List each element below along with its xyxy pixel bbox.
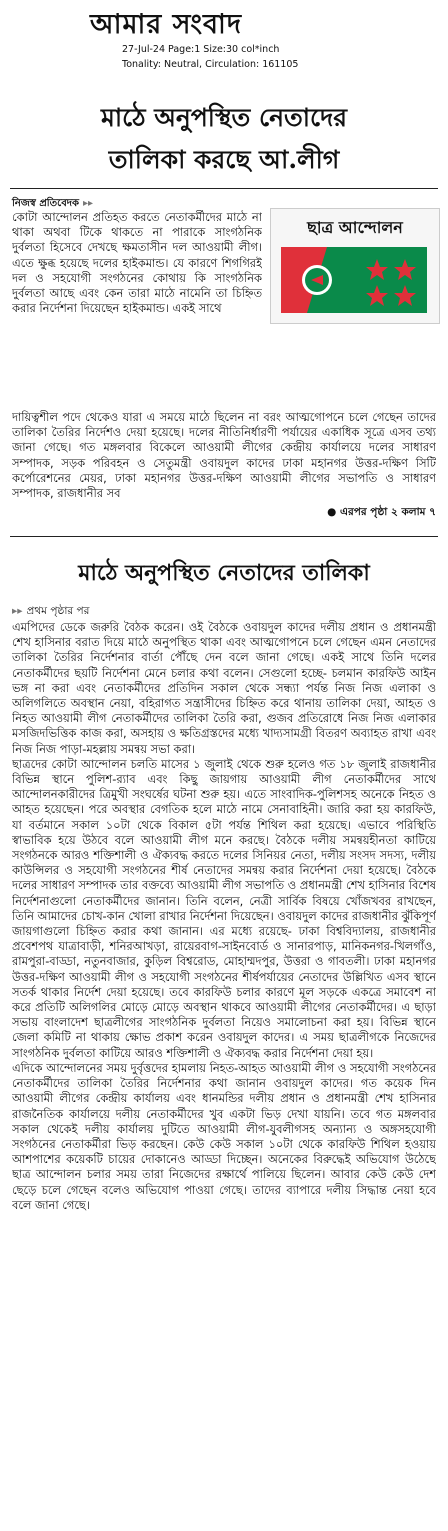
continued-label: প্রথম পৃষ্ঠার পর (26, 605, 90, 617)
body-paragraph: এদিকে আন্দোলনের সময় দুর্বৃত্তদের হামলায় নিহত-আহত আওয়ামী লীগ ও সহযোগী সংগঠনের নেতাকর্মীদের তালিকা তৈরির নির্দেশনার কথা জানান ওবায়দুল কাদের। গত কয়েক দিন আওয়ামী লীগের কেন্দ্রীয় কার্যালয় এবং ধানমন্ডির দলীয় প্রধান ও প্রধানমন্ত্রী শেখ হাসিনার রাজনৈতিক কার্যালয়ে দলীয় নেতাকর্মীদের খুব একটা ভিড় দেখা যায়নি। তবে গত মঙ্গলবার সকাল থেকেই দলীয় কার্যালয় দুটিতে আওয়ামী লীগ-যুবলীগসহ অন্যান্য ও অঙ্গসহযোগী সংগঠনের নেতাকর্মীরা ভিড় করছেন। কেউ কেউ সকাল ১০টা থেকে কারফিউ শিথিল হওয়ায় আশপাশের কয়েকটি চায়ের দোকানেও আড্ডা দিচ্ছেন। অনেকের বিরুদ্ধেই অভিযোগ উঠেছে ছাত্র আন্দোলন চলার সময় তারা নিজেদের রক্ষার্থে পালিয়ে ছিলেন। আবার কেউ কেউ দেশ ছেড়ে চলে গেছেন বলেও অভিযোগ পাওয়া গেছে। তাদের ব্যাপারে দলীয় সিদ্ধান্ত নেয়া হবে বলে জানা গেছে। (12, 1060, 436, 1212)
continued-from (12, 604, 89, 621)
newspaper-logo: আমার সংবাদ (90, 9, 243, 40)
sidebar-box (270, 208, 440, 324)
continuation-body (12, 620, 436, 1525)
continued-arrow-icon: ▸▸ (12, 605, 23, 617)
headline-divider (10, 188, 438, 189)
lead-paragraph-continued: দায়িত্বশীল পদে থেকেও যারা এ সময়ে মাঠে ছিলেন না বরং আত্মগোপনে চলে গেছেন তাদের তালিকা তৈরির নির্দেশও দেয়া হয়েছে। দলের নীতিনির্ধারণী পর্যায়ের একাধিক সূত্রে এসব তথ্য জানা গেছে। গত মঙ্গলবার বিকেলে আওয়ামী লীগের কেন্দ্রীয় কার্যালয়ে দলের সাধারণ সম্পাদক, সড়ক পরিবহন ও সেতুমন্ত্রী ওবায়দুল কাদের ঢাকা মহানগর উত্তর-দক্ষিণ সিটি কর্পোরেশনের মেয়র, ঢাকা মহানগর উত্তর-দক্ষিণ আওয়ামী লীগের সভাপতি ও সাধারণ সম্পাদক, রাজধানীর সব (12, 410, 436, 501)
clipping-meta-tonality: Tonality: Neutral, Circulation: 161105 (122, 59, 299, 70)
clipping-meta-date: 27-Jul-24 Page:1 Size:30 col*inch (122, 44, 280, 55)
body-paragraph: এমপিদের ডেকে জরুরি বৈঠক করেন। ওই বৈঠকে ওবায়দুল কাদের দলীয় প্রধান ও প্রধানমন্ত্রী শেখ হাসিনার বরাত দিয়ে মাঠে অনুপস্থিত থাকা এবং আত্মগোপনে চলে গেছেন এমন নেতাদের তালিকা তৈরির নির্দেশনার বার্তা পৌঁছে দেন বলে জানা গেছে। একই সাথে তিনি দলের নেতাকর্মীদের ছয়টি নির্দেশনা মেনে চলার কথা বলেন। সেগুলো হচ্ছে- চলমান কারফিউ আইন ভঙ্গ না করা এবং নেতাকর্মীদের প্রতিদিন সকাল থেকে সন্ধ্যা পর্যন্ত নিজ নিজ এলাকা ও অলিগলিতে অবস্থান নেয়া, বহিরাগত সন্ত্রাসীদের চিহ্নিত করে থানায় তালিকা দেয়া, আহত ও নিহত আওয়ামী লীগ নেতাকর্মীদের তালিকা তৈরি করা, গুজব প্রতিরোধে নিজ নিজ এলাকার মসজিদভিত্তিক কাজ করা, অসহায় ও ক্ষতিগ্রস্তদের মধ্যে খাদ্যসামগ্রী বিতরণ অব্যাহত রাখা এবং নিজ নিজ পাড়া-মহল্লায় সমন্বয় সভা করা। (12, 620, 436, 756)
masthead (0, 0, 448, 80)
body-paragraph: ছাত্রদের কোটা আন্দোলন চলতি মাসের ১ জুলাই থেকে শুরু হলেও গত ১৮ জুলাই রাজধানীর বিভিন্ন স্থানে পুলিশ-র‍্যাব এবং কিছু জায়গায় আওয়ামী লীগ নেতাকর্মীদের সাথে আন্দোলনকারীদের ত্রিমুখী সংঘর্ষের ঘটনা শুরু হয়। এতে সাংবাদিক-পুলিশসহ অনেকে নিহত ও আহত হয়েছেন। পরে অবস্থার বেগতিক হলে মাঠে নামে সেনাবাহিনী। জারি করা হয় কারফিউ, যা বর্তমানে সকাল ১০টা থেকে বিকাল ৫টা পর্যন্ত শিথিল করা হয়েছে। এভাবে পরিস্থিতি স্বাভাবিক হয়ে উঠবে বলে আওয়ামী লীগ মনে করছে। বৈঠকে দলীয় সমন্বয়হীনতা কাটিয়ে সংগঠনকে আরও শক্তিশালী ও ঐক্যবদ্ধ করতে দলের সিনিয়র নেতা, দলীয় সংসদ সদস্য, দলীয় কাউন্সিলর ও সহযোগী সংগঠনের শীর্ষ নেতাদের সমন্বয় করার নির্দেশনা দেয়া হয়েছে। বৈঠকে দলের সাধারণ সম্পাদক তার বক্তব্যে আওয়ামী লীগ সভাপতি ও প্রধানমন্ত্রী শেখ হাসিনার বিশেষ নির্দেশনাগুলো নেতাকর্মীদের জানান। তিনি বলেন, নেত্রী সার্বিক বিষয়ে খোঁজখবর রাখছেন, তিনি আমাদের চোখ-কান খোলা রাখার নির্দেশনা দিয়েছেন। ওবায়দুল কাদের রাজধানীর ঝুঁকিপূর্ণ জায়গাগুলো চিহ্নিত করার কথা জানান। এর মধ্যে রয়েছে- ঢাকা বিশ্ববিদ্যালয়, রাজধানীর প্রবেশপথ যাত্রাবাড়ী, শনিরআখড়া, রায়েরবাগ-সাইনবোর্ড ও সানারপাড়, মানিকনগর-খিলগাঁও, রামপুরা-বাড্ডা, নতুনবাজার, কুড়িল বিশ্বরোড, মোহাম্মদপুর, উত্তরা ও গাবতলী। ঢাকা মহানগর উত্তর-দক্ষিণ আওয়ামী লীগ ও সহযোগী সংগঠনের শীর্ষপর্যায়ের নেতাদের উল্লিখিত এসব স্থানে সতর্ক থাকার নির্দেশ দেয়া হয়েছে। তবে কারফিউ চলার কারণে মূল সড়কে একত্রে সমাবেশ না করে প্রতিটি অলিগলির মোড়ে মোড়ে অবস্থান থাকবে আওয়ামী লীগের নেতাকর্মীদের। এ ছাড়া সভায় বাংলাদেশ ছাত্রলীগের সাংগঠনিক দুর্বলতা নিয়েও সমালোচনা করা হয়। বিভিন্ন স্থানে জেলা কমিটি না থাকায় ক্ষোভ প্রকাশ করেন ওবায়দুল কাদের। এ সময় ছাত্রলীগকে নিজেদের সাংগঠনিক দুর্বলতা কাটিয়ে আরও শক্তিশালী ও ঐক্যবদ্ধ করার নির্দেশনা দেয়া হয়। (12, 756, 436, 1060)
box-title: ছাত্র আন্দোলন (307, 218, 403, 237)
party-flag-icon (281, 247, 427, 313)
byline-arrow-icon: ▸▸ (83, 198, 94, 209)
byline-text: নিজস্ব প্রতিবেদক (12, 198, 80, 209)
lead-paragraph: কোটা আন্দোলন প্রতিহত করতে নেতাকর্মীদের মাঠে না থাকা অথবা টিকে থাকতে না পারাকে সাংগঠনিক দুর্বলতা হিসেবে দেখছে ক্ষমতাসীন দল আওয়ামী লীগ। এতে ক্ষুব্ধ হয়েছে দলের হাইকমান্ড। যে কারণে শিগগিরই দল ও সহযোগী সংগঠনের কোথায় কি সাংগঠনিক দুর্বলতা আছে এবং কেন তারা মাঠে নামেনি তা চিহ্নিত করার নির্দেশনা দিয়েছেন হাইকমান্ড। একই সাথে (12, 210, 262, 316)
continuation-headline: মাঠে অনুপস্থিত নেতাদের তালিকা (78, 560, 370, 586)
section-divider (10, 536, 438, 537)
jump-line: ● এরপর পৃষ্ঠা ২ কলাম ৭ (327, 506, 436, 518)
headline-line-2: তালিকা করছে আ.লীগ (108, 145, 340, 174)
headline-line-1: মাঠে অনুপস্থিত নেতাদের (101, 103, 347, 132)
